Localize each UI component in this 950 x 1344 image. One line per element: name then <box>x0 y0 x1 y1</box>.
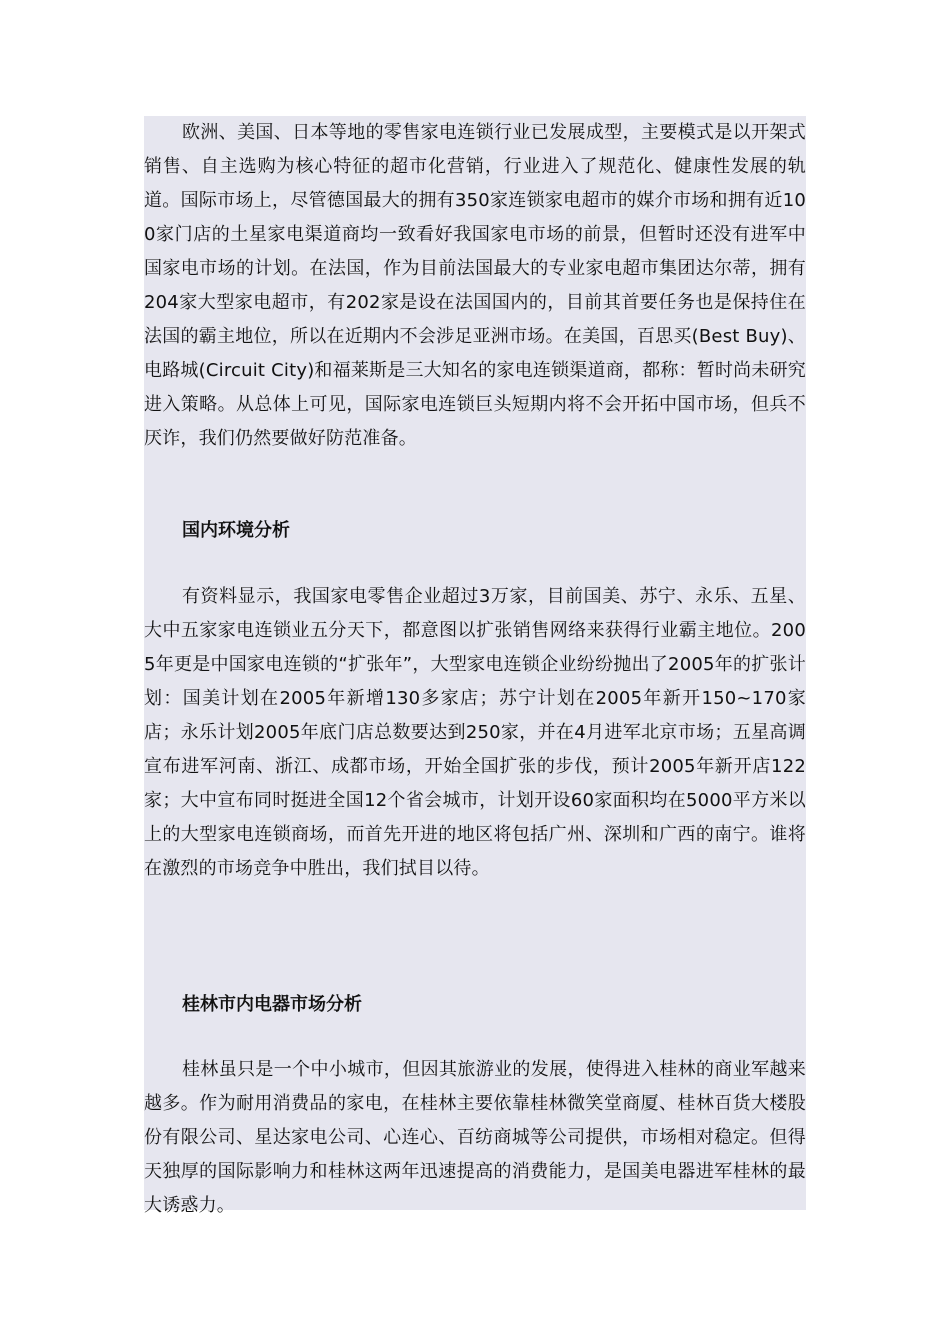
domestic-environment-paragraph: 有资料显示，我国家电零售企业超过3万家，目前国美、苏宁、永乐、五星、大中五家家电连锁业五分天下，都意图以扩张销售网络来获得行业霸主地位。2005年更是中国家电连锁的“扩张年”，大型家电连锁企业纷纷抛出了2005年的扩张计划：国美计划在2005年新增130多家店；苏宁计划在2005年新开150~170家店；永乐计划2005年底门店总数要达到250家，并在4月进军北京市场；五星高调宣布进军河南、浙江、成都市场，开始全国扩张的步伐，预计2005年新开店122家；大中宣布同时挺进全国12个省会城市，计划开设60家面积均在5000平方米以上的大型家电连锁商场，而首先开进的地区将包括广州、深圳和广西的南宁。谁将在激烈的市场竞争中胜出，我们拭目以待。 <box>144 586 806 879</box>
guilin-market-paragraph: 桂林虽只是一个中小城市，但因其旅游业的发展，使得进入桂林的商业军越来越多。作为耐用消费品的家电，在桂林主要依靠桂林微笑堂商厦、桂林百货大楼股份有限公司、星达家电公司、心连心、百纺商城等公司提供，市场相对稳定。但得天独厚的国际影响力和桂林这两年迅速提高的消费能力，是国美电器进军桂林的最大诱惑力。 <box>144 1059 806 1216</box>
highlighted-text-block <box>144 116 806 1216</box>
international-market-paragraph: 欧洲、美国、日本等地的零售家电连锁行业已发展成型，主要模式是以开架式销售、自主选购为核心特征的超市化营销，行业进入了规范化、健康性发展的轨道。国际市场上，尽管德国最大的拥有350家连锁家电超市的媒介市场和拥有近100家门店的土星家电渠道商均一致看好我国家电市场的前景，但暂时还没有进军中国家电市场的计划。在法国，作为目前法国最大的专业家电超市集团达尔蒂，拥有204家大型家电超市，有202家是设在法国国内的，目前其首要任务也是保持住在法国的霸主地位，所以在近期内不会涉足亚洲市场。在美国，百思买(Best Buy)、电路城(Circuit City)和福莱斯是三大知名的家电连锁渠道商，都称：暂时尚未研究进入策略。从总体上可见，国际家电连锁巨头短期内将不会开拓中国市场，但兵不厌诈，我们仍然要做好防范准备。 <box>144 122 806 449</box>
guilin-market-heading: 桂林市内电器市场分析 <box>182 994 362 1015</box>
domestic-environment-heading: 国内环境分析 <box>182 520 290 541</box>
